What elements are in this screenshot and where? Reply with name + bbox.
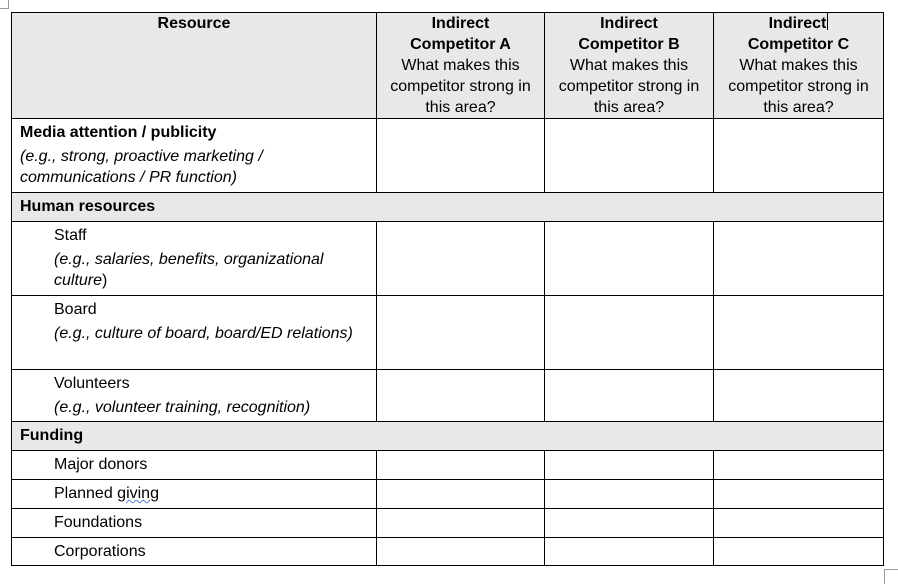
header-competitor-c-question: What makes this competitor strong in this area? [728, 57, 869, 116]
cell-foundations-resource[interactable] [12, 509, 377, 538]
header-competitor-c-line2: Competitor C [747, 36, 850, 53]
section-row-funding [12, 422, 884, 451]
staff-example [54, 249, 368, 291]
table-row-media [12, 119, 884, 193]
funding-label: Funding [20, 427, 84, 444]
planned-giving-label [12, 480, 376, 506]
media-label: Media attention / publicity [20, 124, 217, 141]
cell-corporations-resource[interactable] [12, 538, 377, 566]
cell-board-competitor-b[interactable] [545, 296, 714, 370]
spelling-flag-giving[interactable]: giving [117, 485, 159, 502]
foundations-label: Foundations [54, 514, 143, 531]
cell-media-competitor-a[interactable] [377, 119, 545, 193]
table-row-planned-giving [12, 480, 884, 509]
table-header-row [12, 13, 884, 119]
cell-media-competitor-b[interactable] [545, 119, 714, 193]
cell-planned-giving-competitor-c[interactable] [714, 480, 884, 509]
header-competitor-b-question: What makes this competitor strong in this area? [558, 57, 700, 116]
corporations-label: Corporations [54, 543, 146, 560]
cell-planned-giving-resource[interactable] [12, 480, 377, 509]
header-competitor-b-line1: Indirect [600, 15, 658, 32]
planned-giving-label-prefix: Planned [54, 485, 118, 502]
table-row-major-donors [12, 451, 884, 480]
cell-volunteers-competitor-a[interactable] [377, 370, 545, 422]
competitor-resource-table [11, 12, 884, 566]
cell-major-donors-competitor-a[interactable] [377, 451, 545, 480]
volunteers-label: Volunteers [54, 375, 130, 392]
cell-staff-competitor-c[interactable] [714, 222, 884, 296]
cell-volunteers-resource[interactable] [12, 370, 377, 422]
header-competitor-a[interactable] [377, 13, 545, 119]
cell-board-competitor-a[interactable] [377, 296, 545, 370]
board-example: (e.g., culture of board, board/ED relations) [54, 325, 353, 342]
page-corner-mark-bottom-right [884, 569, 898, 584]
table-row-corporations [12, 538, 884, 566]
cell-corporations-competitor-b[interactable] [545, 538, 714, 566]
cell-foundations-competitor-a[interactable] [377, 509, 545, 538]
cell-major-donors-competitor-b[interactable] [545, 451, 714, 480]
cell-media-competitor-c[interactable] [714, 119, 884, 193]
staff-example-text: (e.g., salaries, benefits, organizational culture [54, 251, 324, 289]
cell-board-competitor-c[interactable] [714, 296, 884, 370]
cell-volunteers-competitor-b[interactable] [545, 370, 714, 422]
table-row-staff [12, 222, 884, 296]
cell-staff-competitor-a[interactable] [377, 222, 545, 296]
cell-foundations-competitor-c[interactable] [714, 509, 884, 538]
staff-example-close: ) [102, 272, 108, 289]
section-row-human-resources [12, 193, 884, 222]
cell-major-donors-resource[interactable] [12, 451, 377, 480]
cell-major-donors-competitor-c[interactable] [714, 451, 884, 480]
table-row-board [12, 296, 884, 370]
header-competitor-a-line1: Indirect [431, 15, 490, 32]
volunteers-example: (e.g., volunteer training, recognition) [54, 399, 311, 416]
header-competitor-c[interactable] [714, 13, 884, 119]
cell-board-resource[interactable] [12, 296, 377, 370]
cell-foundations-competitor-b[interactable] [545, 509, 714, 538]
text-cursor [827, 13, 828, 30]
header-competitor-b[interactable] [545, 13, 714, 119]
cell-corporations-competitor-a[interactable] [377, 538, 545, 566]
cell-corporations-competitor-c[interactable] [714, 538, 884, 566]
cell-planned-giving-competitor-a[interactable] [377, 480, 545, 509]
cell-volunteers-competitor-c[interactable] [714, 370, 884, 422]
cell-staff-resource[interactable] [12, 222, 377, 296]
cell-staff-competitor-b[interactable] [545, 222, 714, 296]
page-corner-mark-top-left [0, 0, 9, 9]
table-row-foundations [12, 509, 884, 538]
section-human-resources[interactable] [12, 193, 884, 222]
board-label: Board [54, 301, 97, 318]
header-resource[interactable]: Resource [12, 13, 377, 119]
header-competitor-a-line2: Competitor A [410, 36, 511, 53]
section-funding[interactable] [12, 422, 884, 451]
major-donors-label: Major donors [54, 456, 148, 473]
human-resources-label: Human resources [20, 198, 156, 215]
cell-planned-giving-competitor-b[interactable] [545, 480, 714, 509]
cell-media-resource[interactable] [12, 119, 377, 193]
header-competitor-a-question: What makes this competitor strong in this area? [390, 57, 531, 116]
media-example: (e.g., strong, proactive marketing / communications / PR function) [20, 148, 263, 186]
staff-label: Staff [54, 227, 87, 244]
header-competitor-b-line2: Competitor B [578, 36, 680, 53]
header-competitor-c-line1: Indirect [768, 15, 827, 32]
table-row-volunteers [12, 370, 884, 422]
